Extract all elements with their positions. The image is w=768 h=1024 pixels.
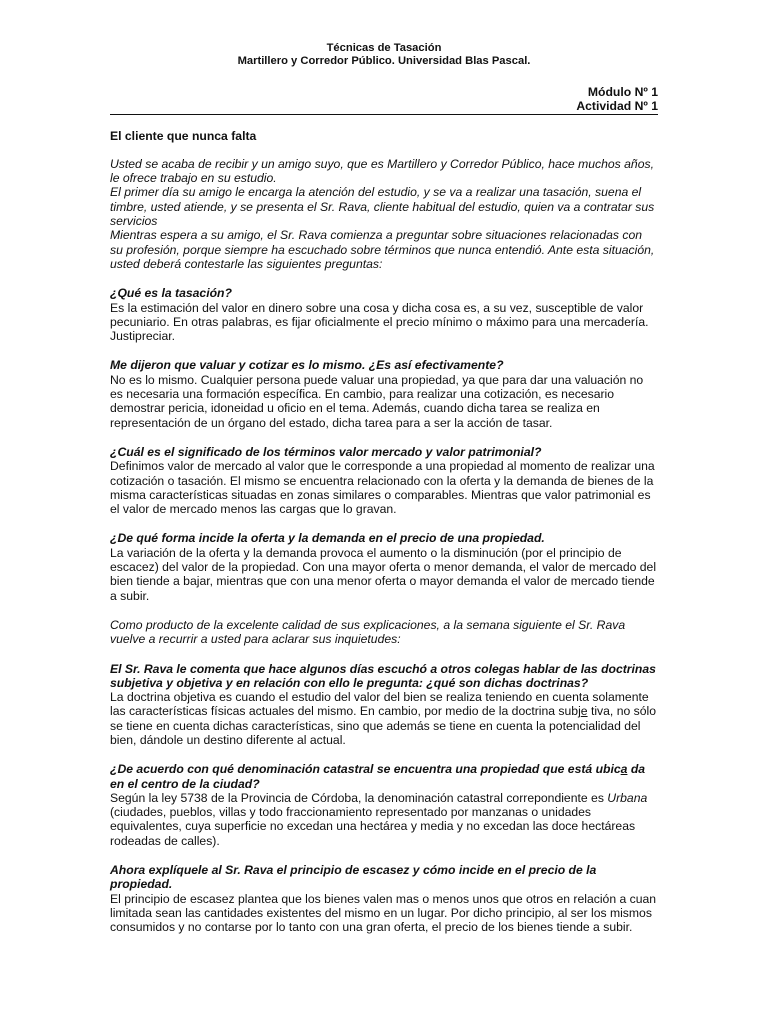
document-title: El cliente que nunca falta: [110, 128, 257, 143]
answer-text: La doctrina objetiva es cuando el estudio del valor del bien se realiza teniendo en cuenta solamente las características físicas actuales del mismo. En cambio, por medio de la doctrina subj: [110, 690, 649, 719]
question: El Sr. Rava le comenta que hace algunos días escuchó a otros colegas hablar de las doctrinas subjetiva y objetiva y en relación con ello le pregunta: ¿qué son dichas doctrinas?: [110, 661, 656, 690]
answer: El principio de escasez plantea que los bienes valen mas o menos unos que otros en relación a cuan limitada sean las cantidades existentes del mismo en un lugar. Por dicho principio, al ser los mismos consumidos y no contarse por lo tanto con una gran oferta, el precio de los bienes tiende a subir.: [110, 891, 657, 935]
italic-term: Urbana: [607, 790, 648, 805]
underlined-letter: a: [620, 762, 628, 777]
document-page: [110, 42, 658, 935]
intro-paragraph: Mientras espera a su amigo, el Sr. Rava comienza a preguntar sobre situaciones relacionadas con su profesión, porque siempre ha escuchado sobre términos que nunca entendió. Ante esta situación, usted deberá contestarle las siguientes preguntas:: [110, 228, 655, 271]
answer-text: tiva, no sólo se tiene en cuenta dichas características, sino que además se tiene en cuenta la potencialidad del bien, dándole un destino diferente al actual.: [110, 704, 656, 747]
qa-block-5: [110, 662, 658, 748]
qa-block-6: [110, 762, 658, 848]
answer: [110, 690, 658, 747]
answer: Es la estimación del valor en dinero sobre una cosa y dicha cosa es, a su vez, susceptible de valor pecuniario. En otras palabras, es fijar oficialmente el precio mínimo o máximo para una mercadería. Justipreciar.: [110, 300, 649, 344]
answer: La variación de la oferta y la demanda provoca el aumento o la disminución (por el principio de escacez) del valor de la propiedad. Con una mayor oferta o menor demanda, el valor de mercado del bien tiende a bajar, mientras que con una menor oferta o mayor demanda el valor de mercado tiende a subir.: [110, 545, 657, 603]
question-text: ¿De acuerdo con qué denominación catastral se encuentra una propiedad que está ubic: [110, 762, 621, 777]
answer: Definimos valor de mercado al valor que le corresponde a una propiedad al momento de realizar una cotización o tasación. El mismo se encuentra relacionado con la oferta y la demanda de bienes de la misma características situadas en zonas similares o comparables. Mientras que valor patrimonial es el valor de mercado menos las cargas que lo gravan.: [110, 459, 655, 517]
answer-text: Según la ley 5738 de la Provincia de Córdoba, la denominación catastral correpondiente es: [110, 790, 608, 805]
transition-paragraph: Como producto de la excelente calidad de sus explicaciones, a la semana siguiente el Sr. Rava vuelve a recurrir a usted para aclarar sus inquietudes:: [110, 617, 626, 647]
intro-paragraph: Usted se acaba de recibir y un amigo suyo, que es Martillero y Corredor Público, hace muchos años, le ofrece trabajo en su estudio.: [110, 156, 654, 186]
question: [110, 762, 658, 791]
course-subtitle: Martillero y Corredor Público. Universidad Blas Pascal.: [237, 55, 531, 67]
activity-number: Actividad Nº 1: [576, 99, 658, 114]
qa-block-3: [110, 445, 658, 516]
intro-paragraph: El primer día su amigo le encarga la atención del estudio, y se va a realizar una tasación, suena el timbre, usted atiende, y se presenta el Sr. Rava, cliente habitual del estudio, quien va a contratar sus servicios: [110, 185, 655, 229]
course-title: Técnicas de Tasación: [326, 42, 442, 54]
qa-block-1: [110, 286, 658, 343]
answer: No es lo mismo. Cualquier persona puede valuar una propiedad, ya que para dar una valuación no es necesaria una formación específica. En cambio, para realizar una cotización, es necesario demostrar pericia, idoneidad u oficio en el tema. Además, cuando dicha tarea se realiza en representación de un órgano del estado, dicha tarea para a ser la acción de tasar.: [110, 372, 644, 430]
question: ¿Qué es la tasación?: [110, 286, 232, 301]
qa-block-7: [110, 863, 658, 934]
qa-block-4: [110, 531, 658, 602]
question: Ahora explíquele al Sr. Rava el principio de escasez y cómo incide en el precio de la propiedad.: [110, 863, 597, 892]
intro-section: [110, 157, 658, 271]
answer: [110, 791, 658, 848]
question: ¿Cuál es el significado de los términos valor mercado y valor patrimonial?: [110, 444, 542, 459]
document-header: [110, 42, 658, 68]
module-number: Módulo Nº 1: [587, 85, 658, 99]
underlined-letter: e: [580, 704, 588, 719]
answer-text: (ciudades, pueblos, villas y todo fraccionamiento representado por manzanas o unidades equivalentes, cuya superficie no excedan una hectárea y media y no excedan las doce hectáreas rodeadas de calles).: [110, 805, 636, 848]
question-text: da en el centro de la ciudad?: [110, 762, 646, 791]
question: ¿De qué forma incide la oferta y la demanda en el precio de una propiedad.: [110, 531, 545, 546]
qa-block-2: [110, 358, 658, 429]
module-info: [110, 85, 658, 115]
question: Me dijeron que valuar y cotizar es lo mismo. ¿Es así efectivamente?: [110, 358, 504, 373]
